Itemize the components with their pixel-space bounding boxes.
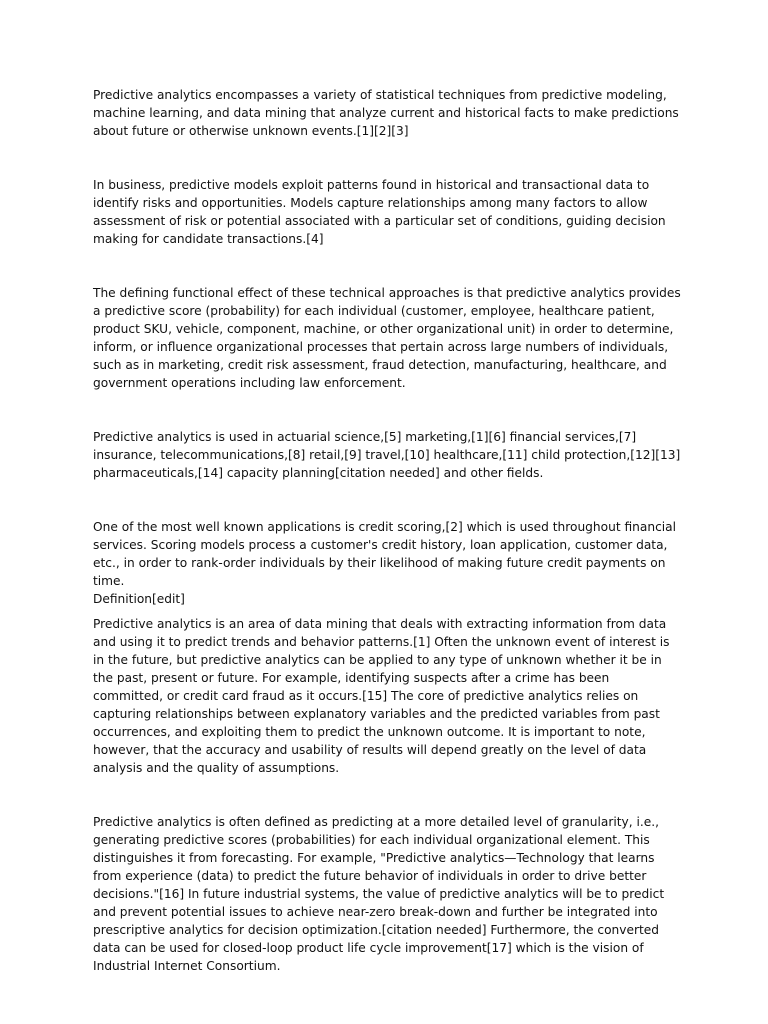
paragraph-intro: Predictive analytics encompasses a variety of statistical techniques from predictive modeling, machine learning, and data mining that analyze current and historical facts to make predictions about future or otherwise unknown events.[1][2][3] [93, 88, 679, 138]
document-page [93, 86, 683, 975]
paragraph-credit-scoring: One of the most well known applications is credit scoring,[2] which is used throughout financial services. Scoring models process a customer's credit history, loan application, customer data, etc., in order to rank-order individuals by their likelihood of making future credit payments on time. [93, 520, 677, 588]
paragraph-uses: Predictive analytics is used in actuarial science,[5] marketing,[1][6] financial services,[7] insurance, telecommunications,[8] retail,[9] travel,[10] healthcare,[11] child protection,[12][13] pharmaceuticals,[14] capacity planning[citation needed] and other fields. [93, 430, 681, 480]
paragraph-business: In business, predictive models exploit patterns found in historical and transactional data to identify risks and opportunities. Models capture relationships among many factors to allow assessment of risk or potential associated with a particular set of conditions, guiding decision making for candidate transactions.[4] [93, 178, 666, 246]
paragraph-granularity: Predictive analytics is often defined as predicting at a more detailed level of granularity, i.e., generating predictive scores (probabilities) for each individual organizational element. This distinguishes it from forecasting. For example, "Predictive analytics—Technology that learns from experience (data) to predict the future behavior of individuals in order to drive better decisions."[16] In future industrial systems, the value of predictive analytics will be to predict and prevent potential issues to achieve near-zero break-down and further be integrated into prescriptive analytics for decision optimization.[citation needed] Furthermore, the converted data can be used for closed-loop product life cycle improvement[17] which is the vision of Industrial Internet Consortium. [93, 815, 665, 973]
paragraph-functional-effect: The defining functional effect of these technical approaches is that predictive analytics provides a predictive score (probability) for each individual (customer, employee, healthcare patient, product SKU, vehicle, component, machine, or other organizational unit) in order to determine, inform, or influence organizational processes that pertain across large numbers of individuals, such as in marketing, credit risk assessment, fraud detection, manufacturing, healthcare, and government operations including law enforcement. [93, 286, 681, 390]
section-heading-definition: Definition[edit] [93, 592, 185, 606]
paragraph-definition: Predictive analytics is an area of data mining that deals with extracting information from data and using it to predict trends and behavior patterns.[1] Often the unknown event of interest is in the future, but predictive analytics can be applied to any type of unknown whether it be in the past, present or future. For example, identifying suspects after a crime has been committed, or credit card fraud as it occurs.[15] The core of predictive analytics relies on capturing relationships between explanatory variables and the predicted variables from past occurrences, and exploiting them to predict the unknown outcome. It is important to note, however, that the accuracy and usability of results will depend greatly on the level of data analysis and the quality of assumptions. [93, 617, 670, 775]
